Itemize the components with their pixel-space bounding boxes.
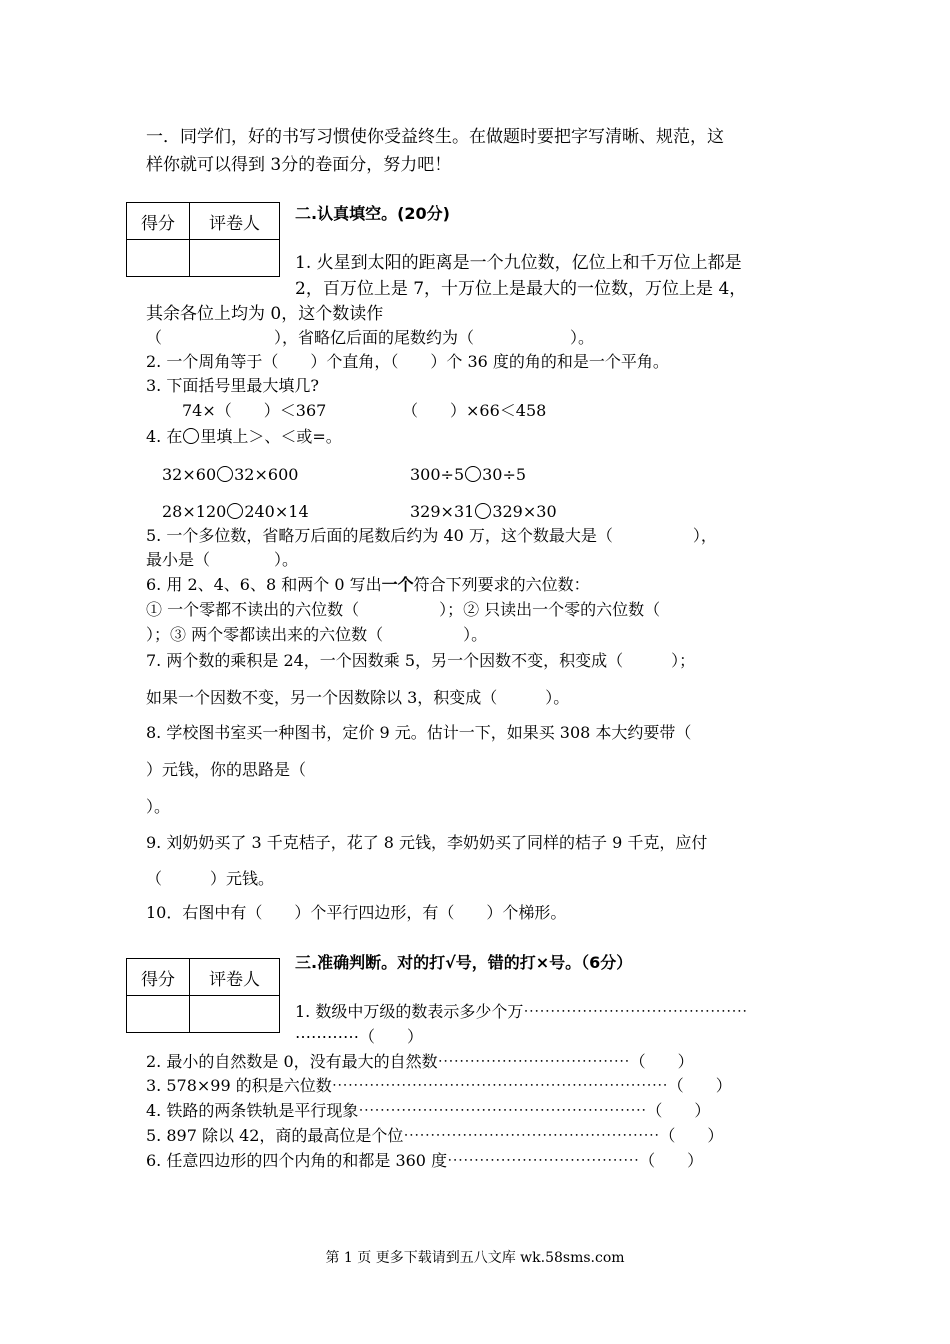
q6-line-3: ）；③ 两个零都读出来的六位数（ ）。 [146,625,488,644]
q4-line-1 [146,427,342,447]
q4-row-1b [410,465,526,485]
q5-line-1: 5. 一个多位数，省略万后面的尾数后约为 40 万，这个数最大是（ ）， [146,526,717,545]
q9-line-1: 9. 刘奶奶买了 3 千克桔子，花了 8 元钱，李奶奶买了同样的桔子 9 千克，应付 [146,833,708,852]
q8-line-3: ）。 [146,797,171,816]
judge-q1-line-1: 1. 数级中万级的数表示多少个万⋯⋯⋯⋯⋯⋯⋯⋯⋯⋯⋯⋯⋯⋯ [295,1002,748,1021]
intro-line-2: 样你就可以得到 3分的卷面分，努力吧！ [146,155,452,175]
score-box-grader-header: 评卷人 [190,203,280,240]
q7-line-1: 7. 两个数的乘积是 24，一个因数乘 5，另一个因数不变，积变成（ ）； [146,651,696,670]
q4-label: 4. 在 [146,427,183,446]
judge-q5: 5. 897 除以 42，商的最高位是个位⋯⋯⋯⋯⋯⋯⋯⋯⋯⋯⋯⋯⋯⋯⋯⋯（ ） [146,1126,724,1145]
compare-right: 329×30 [492,502,557,521]
q6-text-a: 6. 用 2、4、6、8 和两个 0 写出 [146,575,382,594]
q6-line-2: ① 一个零都不读出的六位数（ ）；② 只读出一个零的六位数（ [146,600,661,619]
score-box-grader-cell [190,240,280,277]
q3-a: 74×（ ）＜367 [182,401,327,420]
q2: 2. 一个周角等于（ ）个直角，（ ）个 36 度的角的和是一个平角。 [146,352,669,371]
q1-line-3: 其余各位上均为 0，这个数读作 [146,304,384,324]
q5-line-2: 最小是（ ）。 [146,550,299,569]
q9-line-2: （ ）元钱。 [146,869,275,888]
q10: 10．右图中有（ ）个平行四边形，有（ ）个梯形。 [146,903,567,922]
score-box-grader-cell [190,996,280,1033]
q1-line-4: （ ），省略亿后面的尾数约为（ ）。 [146,328,595,347]
q7-line-2: 如果一个因数不变，另一个因数除以 3，积变成（ ）。 [146,688,570,707]
judge-q4: 4. 铁路的两条铁轨是平行现象⋯⋯⋯⋯⋯⋯⋯⋯⋯⋯⋯⋯⋯⋯⋯⋯⋯⋯（ ） [146,1101,711,1120]
q3-line-1: 3. 下面括号里最大填几? [146,376,319,395]
intro-line-1: 一．同学们，好的书写习惯使你受益终生。在做题时要把字写清晰、规范，这 [146,127,724,147]
compare-left: 300÷5 [410,465,465,484]
section-3-title: 三.准确判断。对的打√号，错的打×号。（6分） [295,953,633,972]
compare-left: 28×120 [162,502,227,521]
q4-row-2b [410,502,557,522]
score-box-score-cell [127,240,190,277]
q8-line-1: 8. 学校图书室买一种图书，定价 9 元。估计一下，如果买 308 本大约要带（ [146,723,692,742]
compare-right: 240×14 [244,502,309,521]
q3-b: （ ）×66＜458 [402,401,547,420]
score-box-grader-header: 评卷人 [190,959,280,996]
score-box [126,958,280,1033]
score-box [126,202,280,277]
compare-circle-icon[interactable] [217,466,233,482]
compare-circle-icon[interactable] [465,466,481,482]
q4-label-after: 里填上＞、＜或=。 [200,427,342,446]
q8-line-2: ）元钱，你的思路是（ [146,760,307,779]
compare-circle-icon[interactable] [227,503,243,519]
q1-line-2: 2，百万位上是 7，十万位上是最大的一位数，万位上是 4， [295,279,747,299]
judge-q3: 3. 578×99 的积是六位数⋯⋯⋯⋯⋯⋯⋯⋯⋯⋯⋯⋯⋯⋯⋯⋯⋯⋯⋯⋯⋯（ ） [146,1076,732,1095]
q4-row-1a [162,465,298,485]
section-2-title: 二.认真填空。(20分) [295,204,450,223]
q6-line-1 [146,575,590,595]
score-box-score-cell [127,996,190,1033]
score-box-score-header: 得分 [127,959,190,996]
compare-right: 30÷5 [482,465,527,484]
q6-text-c: 符合下列要求的六位数： [413,575,590,594]
judge-q2: 2. 最小的自然数是 0，没有最大的自然数⋯⋯⋯⋯⋯⋯⋯⋯⋯⋯⋯⋯（ ） [146,1052,694,1071]
q1-line-1: 1. 火星到太阳的距离是一个九位数，亿位上和千万位上都是 [295,253,742,273]
judge-q1-line-2: ⋯⋯⋯⋯（ ） [295,1027,424,1046]
compare-right: 32×600 [234,465,299,484]
page-footer: 第 1 页 更多下载请到五八文库 wk.58sms.com [325,1250,625,1266]
score-box-score-header: 得分 [127,203,190,240]
compare-left: 32×60 [162,465,217,484]
circle-icon [183,428,199,444]
q6-emphasis: 一个 [381,575,414,594]
judge-q6: 6. 任意四边形的四个内角的和都是 360 度⋯⋯⋯⋯⋯⋯⋯⋯⋯⋯⋯⋯（ ） [146,1151,704,1170]
compare-left: 329×31 [410,502,475,521]
compare-circle-icon[interactable] [475,503,491,519]
q4-row-2a [162,502,309,522]
